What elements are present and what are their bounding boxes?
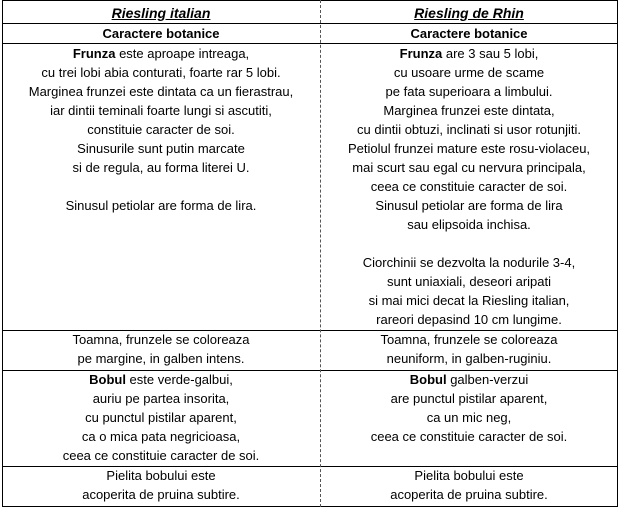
text-line [2, 196, 320, 215]
text-run: rareori depasind 10 cm lungime. [376, 312, 562, 327]
text-run: Sinusul petiolar are forma de lira. [65, 198, 257, 213]
text-line [320, 427, 618, 446]
text-line [2, 158, 320, 177]
cell-row0-right [320, 44, 618, 329]
cell-row3-right [320, 466, 618, 504]
text-line [320, 120, 618, 139]
text-line [2, 82, 320, 101]
text-run: constituie caracter de soi. [87, 122, 235, 137]
text-run: Ciorchinii se dezvolta la nodurile 3-4, [362, 255, 576, 270]
row-divider [2, 370, 618, 371]
column-divider [320, 0, 321, 507]
text-line [320, 63, 618, 82]
text-line [320, 310, 618, 329]
text-run: acoperita de pruina subtire. [82, 487, 240, 502]
text-run: cu usoare urme de scame [393, 65, 545, 80]
text-run: pe fata superioara a limbului. [385, 84, 553, 99]
text-line [2, 101, 320, 120]
header-riesling-de-rhin [320, 4, 618, 23]
text-line [320, 101, 618, 120]
cell-row2-left [2, 370, 320, 465]
cell-row1-right [320, 330, 618, 368]
text-run: Toamna, frunzele se coloreaza [380, 332, 558, 347]
text-run: auriu pe partea insorita, [92, 391, 230, 406]
text-run: Petiolul frunzei mature este rosu-violaceu, [347, 141, 591, 156]
text-line [320, 44, 618, 63]
row-divider [2, 466, 618, 467]
text-line [320, 196, 618, 215]
header-label: Riesling italian [111, 5, 211, 21]
text-line [320, 215, 618, 234]
text-line [2, 408, 320, 427]
table-border [617, 0, 618, 507]
subheader-left [2, 24, 320, 43]
text-line [2, 446, 320, 465]
text-run: Toamna, frunzele se coloreaza [72, 332, 250, 347]
text-run: ceea ce constituie caracter de soi. [62, 448, 260, 463]
text-run: cu punctul pistilar aparent, [85, 410, 237, 425]
text-run: ca un mic neg, [426, 410, 512, 425]
cell-row2-right [320, 370, 618, 446]
row-divider [2, 43, 618, 44]
text-line [320, 139, 618, 158]
row-divider [2, 23, 618, 24]
text-run: este aproape intreaga, [115, 46, 250, 61]
row-divider [2, 330, 618, 331]
comparison-table [2, 0, 618, 507]
cell-row0-left [2, 44, 320, 215]
text-line [2, 349, 320, 368]
text-run: are 3 sau 5 lobi, [442, 46, 539, 61]
text-run: sunt uniaxiali, deseori aripati [386, 274, 552, 289]
text-line [2, 427, 320, 446]
cell-row1-left [2, 330, 320, 368]
text-run: pe margine, in galben intens. [77, 351, 245, 366]
text-line [2, 44, 320, 63]
text-run: si mai mici decat la Riesling italian, [368, 293, 570, 308]
text-run: mai scurt sau egal cu nervura principala, [352, 160, 586, 175]
bold-term: Frunza [399, 46, 443, 61]
text-line [320, 389, 618, 408]
text-run: Sinusul petiolar are forma de lira [375, 198, 563, 213]
text-run: este verde-galbui, [125, 372, 233, 387]
text-run: Pielita bobului este [414, 468, 524, 483]
text-line [320, 291, 618, 310]
blank-line [2, 177, 320, 196]
text-run: galben-verzui [446, 372, 529, 387]
text-run: ceea ce constituie caracter de soi. [370, 429, 568, 444]
text-line [320, 272, 618, 291]
text-run: ceea ce constituie caracter de soi. [370, 179, 568, 194]
bold-term: Frunza [72, 46, 116, 61]
text-run: Pielita bobului este [106, 468, 216, 483]
blank-line [320, 234, 618, 253]
text-run: cu dintii obtuzi, inclinati si usor rotunjiti. [357, 122, 581, 137]
text-line [320, 158, 618, 177]
text-run: are punctul pistilar aparent, [390, 391, 548, 406]
subheader-right [320, 24, 618, 43]
text-line [320, 370, 618, 389]
row-divider [2, 0, 618, 1]
bold-term: Bobul [89, 372, 126, 387]
text-line [2, 466, 320, 485]
text-run: sau elipsoida inchisa. [407, 217, 531, 232]
text-line [2, 389, 320, 408]
header-riesling-italian [2, 4, 320, 23]
text-run: ca o mica pata negricioasa, [81, 429, 241, 444]
text-line [320, 82, 618, 101]
subheader-label: Caractere botanice [102, 26, 220, 41]
text-run: iar dintii teminali foarte lungi si ascutiti, [50, 103, 272, 118]
text-line [320, 330, 618, 349]
text-line [2, 370, 320, 389]
text-run: cu trei lobi abia conturati, foarte rar 5 lobi. [41, 65, 281, 80]
header-label: Riesling de Rhin [414, 5, 524, 21]
text-line [320, 349, 618, 368]
text-line [320, 253, 618, 272]
cell-row3-left [2, 466, 320, 504]
bold-term: Bobul [409, 372, 447, 387]
text-line [2, 63, 320, 82]
text-line [320, 466, 618, 485]
text-run: Sinusurile sunt putin marcate [77, 141, 245, 156]
text-line [2, 330, 320, 349]
subheader-label: Caractere botanice [410, 26, 528, 41]
text-run: Marginea frunzei este dintata, [383, 103, 555, 118]
text-run: si de regula, au forma literei U. [72, 160, 250, 175]
text-run: acoperita de pruina subtire. [390, 487, 548, 502]
text-line [2, 485, 320, 504]
text-run: Marginea frunzei este dintata ca un fierastrau, [28, 84, 294, 99]
text-line [320, 408, 618, 427]
table-border [2, 0, 3, 507]
text-line [2, 120, 320, 139]
text-line [2, 139, 320, 158]
text-run: neuniform, in galben-ruginiu. [386, 351, 552, 366]
text-line [320, 485, 618, 504]
text-line [320, 177, 618, 196]
